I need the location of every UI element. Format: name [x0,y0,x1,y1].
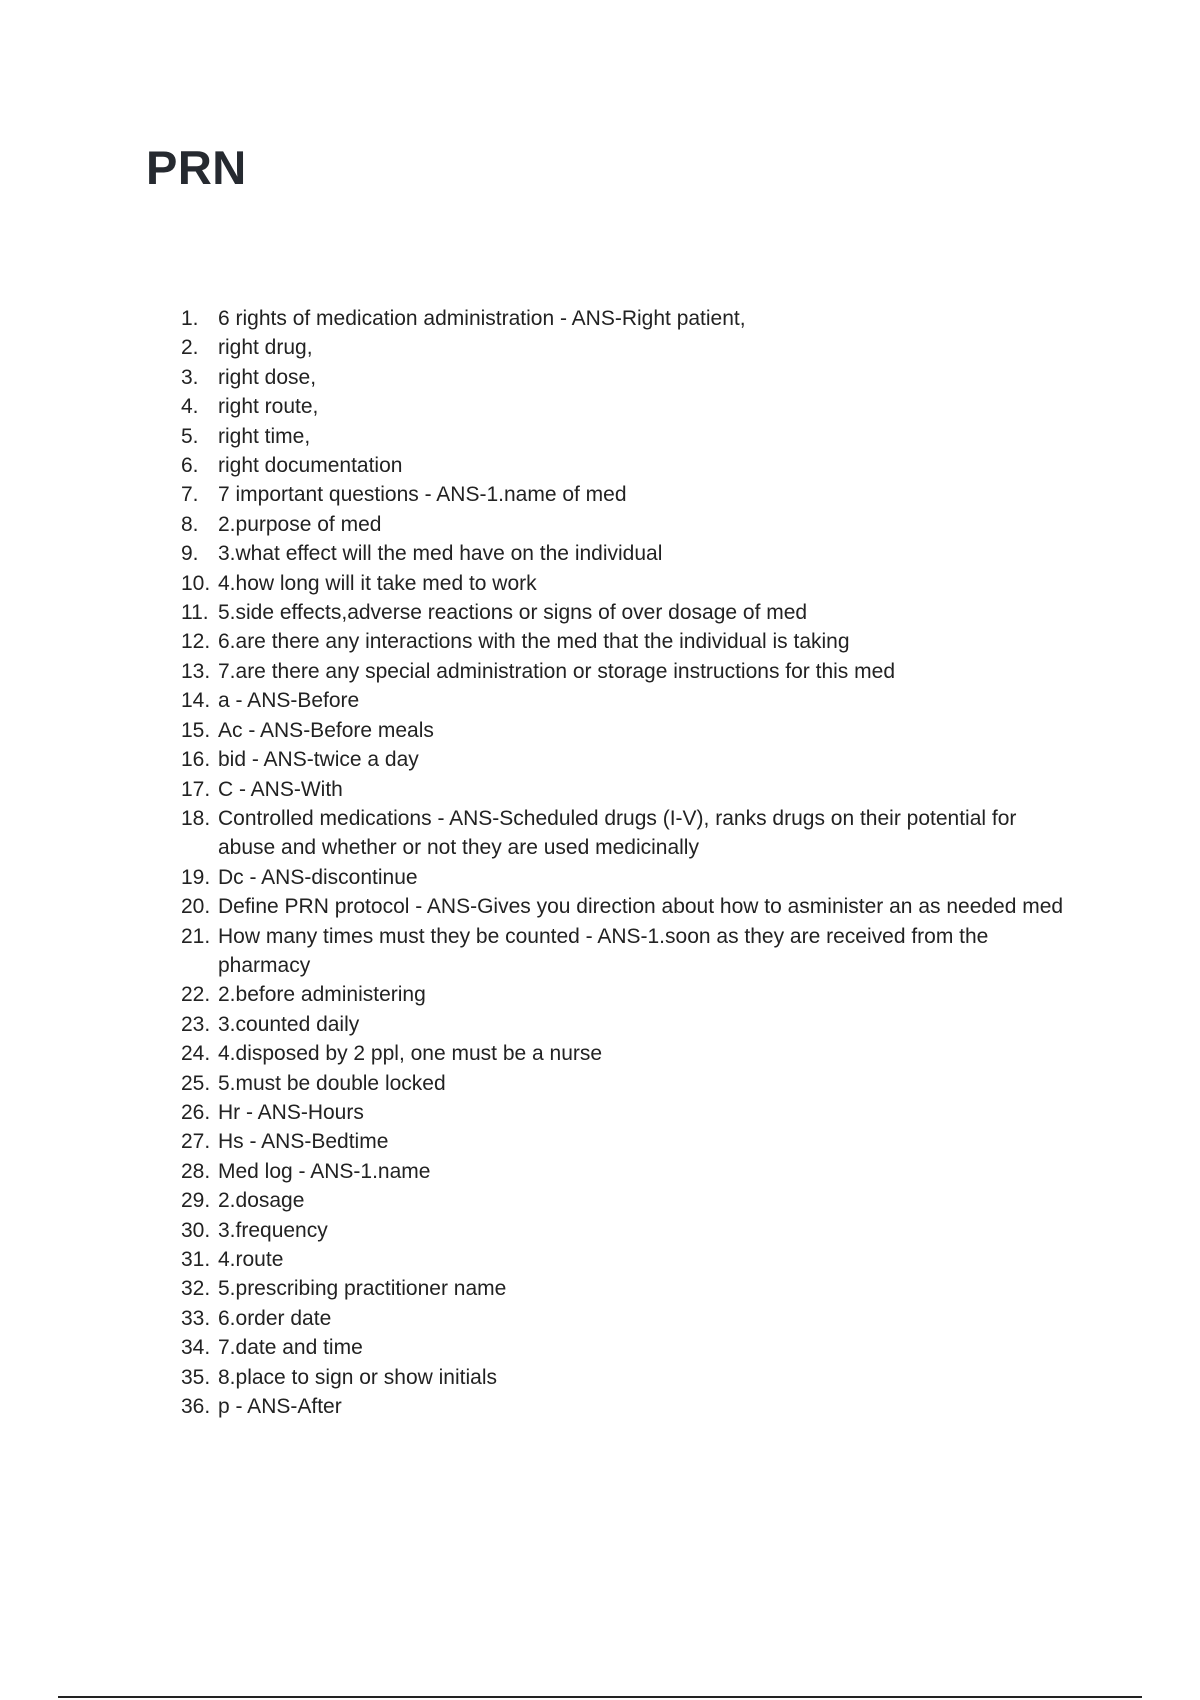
list-item [0,480,1200,509]
list-item-number: 12. [181,630,211,654]
list-item-text: 5.prescribing practitioner name [218,1277,507,1301]
list-item-text: 5.must be double locked [218,1071,446,1095]
list-item-number: 9. [181,542,199,566]
list-item-number: 8. [181,512,199,536]
qa-list [0,304,1200,1421]
list-item-number: 10. [181,571,211,595]
list-item-text: C - ANS-With [218,777,343,801]
list-item-text: Med log - ANS-1.name [218,1159,431,1183]
footer-divider [58,1696,1142,1698]
list-item-number: 31. [181,1248,211,1271]
list-item [0,333,1200,362]
list-item [0,392,1200,421]
list-item [0,1127,1200,1156]
list-item-number: 35. [181,1365,211,1389]
list-item-number: 30. [181,1218,211,1242]
list-item [0,922,1200,981]
list-item [0,1304,1200,1333]
list-item-number: 28. [181,1159,211,1183]
list-item [0,451,1200,480]
list-item-text: right drug, [218,336,313,360]
list-item [0,892,1200,921]
list-item-text: right dose, [218,365,317,389]
list-item-number: 7. [181,483,199,507]
list-item-text: Define PRN protocol - ANS-Gives you direction about how to asminister an as needed med [218,895,1064,919]
list-item-number: 36. [181,1395,211,1419]
list-item [0,863,1200,892]
list-item-text: 4.disposed by 2 ppl, one must be a nurse [218,1042,603,1066]
list-item-number: 4. [181,395,199,419]
list-item-text: 4.route [218,1248,284,1271]
list-item-number: 18. [181,806,211,830]
list-item [0,1098,1200,1127]
list-item [0,510,1200,539]
list-item-number: 34. [181,1336,211,1360]
list-item [0,775,1200,804]
list-item-number: 14. [181,689,211,713]
list-item [0,1274,1200,1303]
list-item-text: right time, [218,424,311,448]
list-item-text: 6 rights of medication administration - ANS-Right patient, [218,307,746,330]
list-item [0,1010,1200,1039]
list-item-text: 7.date and time [218,1336,363,1360]
list-item-text: Dc - ANS-discontinue [218,865,418,889]
list-item-number: 17. [181,777,211,801]
list-item-number: 21. [181,924,211,948]
list-item-text: 5.side effects,adverse reactions or signs of over dosage of med [218,601,808,625]
list-item [0,980,1200,1009]
list-item-number: 25. [181,1071,211,1095]
list-item-number: 15. [181,718,211,742]
list-item [0,363,1200,392]
list-item [0,1392,1200,1421]
list-item [0,745,1200,774]
list-item-number: 6. [181,454,199,478]
list-item-text: Hs - ANS-Bedtime [218,1130,389,1154]
list-item-text: 3.what effect will the med have on the individual [218,542,663,566]
list-item [0,598,1200,627]
list-item [0,657,1200,686]
list-item [0,1216,1200,1245]
list-item [0,569,1200,598]
list-item [0,1245,1200,1274]
list-item [0,539,1200,568]
list-item-text: 8.place to sign or show initials [218,1365,497,1389]
list-item-number: 29. [181,1189,211,1213]
list-item [0,716,1200,745]
list-item-number: 13. [181,659,211,683]
list-item-text: 3.frequency [218,1218,328,1242]
list-item-text: 7.are there any special administration or storage instructions for this med [218,659,895,683]
list-item [0,1363,1200,1392]
list-item-number: 19. [181,865,211,889]
list-item-text: 2.purpose of med [218,512,382,536]
list-item [0,1186,1200,1215]
list-item-number: 20. [181,895,211,919]
list-item [0,686,1200,715]
list-item-number: 5. [181,424,199,448]
list-item-text: Ac - ANS-Before meals [218,718,434,742]
list-item-number: 11. [181,601,209,625]
list-item-text: 6.are there any interactions with the med that the individual is taking [218,630,850,654]
list-item-text: How many times must they be counted - ANS-1.soon as they are received from the pharmacy [218,924,989,977]
list-item-text: Controlled medications - ANS-Scheduled drugs (I-V), ranks drugs on their potential for abuse and whether or not they are used medicinally [218,806,1017,860]
list-item [0,1069,1200,1098]
list-item-text: 4.how long will it take med to work [218,571,537,595]
list-item-text: p - ANS-After [218,1395,342,1419]
list-item-text: a - ANS-Before [218,689,360,713]
list-item-text: right route, [218,395,319,419]
list-item-number: 33. [181,1306,211,1330]
list-item-number: 1. [181,307,199,330]
list-item-number: 32. [181,1277,211,1301]
list-item-text: right documentation [218,454,403,478]
list-item-text: 2.dosage [218,1189,305,1213]
list-item-number: 22. [181,983,211,1007]
list-item [0,1039,1200,1068]
list-item-number: 16. [181,748,211,772]
list-item [0,304,1200,333]
list-item-text: 2.before administering [218,983,426,1007]
list-item-number: 3. [181,365,199,389]
list-item-text: 7 important questions - ANS-1.name of med [218,483,627,507]
list-item [0,1157,1200,1186]
list-item-text: Hr - ANS-Hours [218,1100,364,1124]
list-item [0,422,1200,451]
list-item-text: 6.order date [218,1306,332,1330]
list-item-text: 3.counted daily [218,1012,360,1036]
list-item-number: 2. [181,336,199,360]
list-item-number: 26. [181,1100,211,1124]
list-item [0,1333,1200,1362]
list-item [0,804,1200,863]
list-item-number: 23. [181,1012,211,1036]
page-title: PRN [146,141,247,194]
list-item-text: bid - ANS-twice a day [218,748,419,772]
list-item-number: 27. [181,1130,211,1154]
list-item [0,627,1200,656]
list-item-number: 24. [181,1042,211,1066]
